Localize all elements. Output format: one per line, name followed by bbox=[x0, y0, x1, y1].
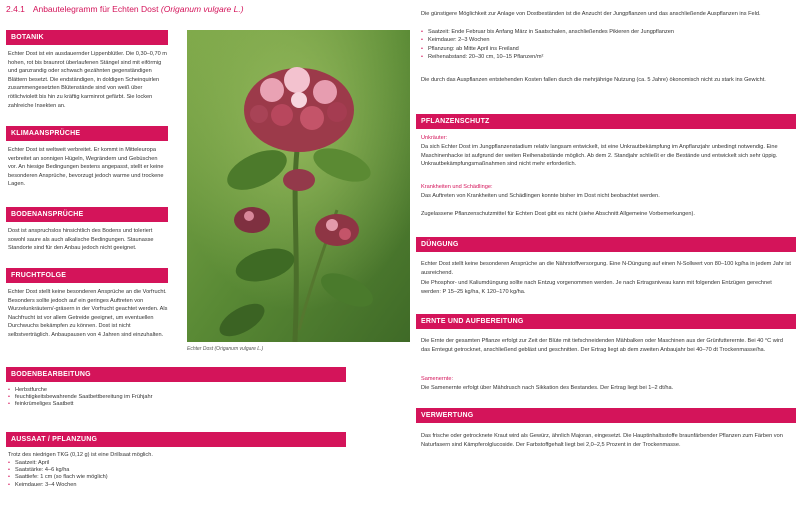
ernte-text: Die Ernte der gesamten Pflanze erfolgt zur Zeit der Blüte mit tiefschneidenden Mähbalken oder Maschinen aus der Grünfutterernte. Bei 40 °C wird das Erntegut getrocknet, anschließend gebläst und geschnitten. Der Ertrag liegt ab dem zweiten Anbaujahr bei 40–70 dt Trockenmasse/ha. bbox=[421, 338, 783, 353]
list-item: • Pflanzung: ab Mitte April ins Freiland bbox=[421, 45, 793, 53]
duengung-header: DÜNGUNG bbox=[416, 237, 796, 252]
right-intro-text: Die günstigere Möglichkeit zur Anlage von Dostbeständen ist die Anzucht der Jungpflanzen und das anschließende Auspflanzen ins Feld. bbox=[421, 11, 761, 17]
fruchtfolge-text: Echter Dost stellt keine besonderen Ansprüche an die Vorfrucht. Besonders sollte jedoch auf ein geringes Auftreten von Wurzelunkräutern/-gräsern in der Vorfrucht geachtet werden. Als Nachfrucht ist vor allem Getreide geeignet, um eventuellen Durchwuchs bekämpfen zu können. Dost ist nicht selbstverträglich. Anbaupausen von 4 Jahren sind einzuhalten. bbox=[8, 289, 168, 338]
aussaat-text: Trotz des niedrigen TKG (0,12 g) ist eine Drillsaat möglich. bbox=[8, 452, 153, 458]
klima-header: KLIMAANSPRÜCHE bbox=[6, 126, 168, 141]
aussaat-header: AUSSAAT / PFLANZUNG bbox=[6, 432, 346, 447]
photo-caption: Echter Dost (Origanum vulgare L.) bbox=[187, 346, 264, 352]
bodenbearbeitung-list bbox=[8, 387, 308, 409]
duengung-text-2: Die Phosphor- und Kaliumdüngung sollte nach Entzug vorgenommen werden. Je nach Ertragsniveau kann mit folgenden Entzügen gerechnet werden: P 15–25 kg/ha, K 120–170 kg/ha. bbox=[421, 280, 772, 295]
verwertung-header: VERWERTUNG bbox=[416, 408, 796, 423]
samenernte-subheading: Samenernte: bbox=[421, 376, 454, 382]
latin-name: (Origanum vulgare L.) bbox=[160, 4, 244, 14]
klima-text: Echter Dost ist weltweit verbreitet. Er kommt in Mitteleuropa verbreitet an sonnigen Hügeln, Wegrändern und Gebüschen vor. An hiesige Bedingungen bestens angepasst, stellt er keine besonderen Ansprüche, bevorzugt jedoch warme und trockene Lagen. bbox=[8, 147, 164, 188]
unkraeuter-subheading: Unkräuter: bbox=[421, 135, 448, 141]
boden-text: Dost ist anspruchslos hinsichtlich des Bodens und toleriert sowohl saure als auch alkalische Bedingungen. Staunasse Standorte sind für den Anbau jedoch nicht geeignet. bbox=[8, 228, 154, 252]
krankheiten-text: Das Auftreten von Krankheiten und Schädlingen konnte bisher im Dost nicht beobachtet werden. bbox=[421, 193, 660, 199]
botanik-text: Echter Dost ist ein ausdauernder Lippenblütler. Die 0,30–0,70 m hohen, rot bis braunrot überlaufenen Stängel sind mit eiförmig und ganzrandig oder schwach gezähnten gegenständigen Blättern besetzt. Die endständigen, in doldigen Scheinquirlen zusammengesetzten Blütenstände sind von weiß über rötlichviolett bis hin zu kräftig karminrot gefärbt. Sie locken zahlreiche Insekten an. bbox=[8, 51, 167, 109]
krankheiten-subheading: Krankheiten und Schädlinge: bbox=[421, 184, 493, 190]
boden-header: BODENANSPRÜCHE bbox=[6, 207, 168, 222]
list-item: • Keimdauer: 2–3 Wochen bbox=[421, 36, 793, 44]
section-title: Anbautelegramm für Echten Dost bbox=[32, 4, 159, 14]
right-cost-text: Die durch das Auspflanzen entstehenden Kosten fallen durch die mehrjährige Nutzung (ca. 5 Jahre) ökonomisch nicht zu stark ins Gewicht. bbox=[421, 77, 766, 83]
list-item: • feuchtigkeitsbewahrende Saatbettbereitung im Frühjahr bbox=[8, 394, 308, 401]
list-item: • feinkrümeliges Saatbett bbox=[8, 401, 308, 408]
list-item: • Herbstfurche bbox=[8, 387, 308, 394]
section-number: 2.4.1 bbox=[6, 4, 25, 14]
samenernte-text: Die Samenernte erfolgt über Mähdrusch nach Sikkation des Bestandes. Der Ertrag liegt bei 1–2 dt/ha. bbox=[421, 385, 674, 391]
pflanzenschutzmittel-text: Zugelassene Pflanzenschutzmittel für Echten Dost gibt es nicht (siehe Abschnitt Allgemeine Vorbemerkungen). bbox=[421, 211, 695, 217]
list-item: • Saattiefe: 1 cm (so flach wie möglich) bbox=[8, 474, 308, 481]
aussaat-list bbox=[8, 460, 308, 489]
oregano-photo bbox=[187, 30, 410, 342]
fruchtfolge-header: FRUCHTFOLGE bbox=[6, 268, 168, 283]
botanik-header: BOTANIK bbox=[6, 30, 168, 45]
unkraeuter-text: Da sich Echter Dost im Jungpflanzenstadium relativ langsam entwickelt, ist eine Unkrautbekämpfung im Anpflanzjahr unbedingt notwendig. Eine Maschinenhacke ist aufgrund der weiten Reihenabstände möglich. Ab dem 2. Standjahr schließt er die Bestände und entwickelt sich sehr üppig. Unkrautbekämpfungsmaßnahmen sind nicht mehr erforderlich. bbox=[421, 144, 778, 168]
bodenbearbeitung-header: BODENBEARBEITUNG bbox=[6, 367, 346, 382]
list-item: • Reihenabstand: 20–30 cm, 10–15 Pflanzen/m² bbox=[421, 53, 793, 61]
list-item: • Saatzeit: Ende Februar bis Anfang März in Saatschalen, anschließendes Pikieren der Jungpflanzen bbox=[421, 28, 793, 36]
page-heading bbox=[6, 4, 244, 14]
list-item: • Keimdauer: 3–4 Wochen bbox=[8, 482, 308, 489]
duengung-text: Echter Dost stellt keine besonderen Ansprüche an die Nährstoffversorgung. Eine N-Düngung auf einen N-Sollwert von 80–100 kg/ha in jedem Jahr ist ausreichend. bbox=[421, 261, 791, 276]
right-intro-list bbox=[421, 28, 793, 62]
list-item: • Saatstärke: 4–6 kg/ha bbox=[8, 467, 308, 474]
verwertung-text: Das frische oder getrocknete Kraut wird als Gewürz, ähnlich Majoran, eingesetzt. Die Hauptinhaltsstoffe braunfärbender Pflanzen zum Färben von Naturfasern sind Kämpferolglucoside. Der Farbstoffgehalt liegt bei 2,0–2,5 Prozent in der Trockenmasse. bbox=[421, 433, 783, 448]
list-item: • Saatzeit: April bbox=[8, 460, 308, 467]
ernte-header: ERNTE UND AUFBEREITUNG bbox=[416, 314, 796, 329]
pflanzenschutz-header: PFLANZENSCHUTZ bbox=[416, 114, 796, 129]
